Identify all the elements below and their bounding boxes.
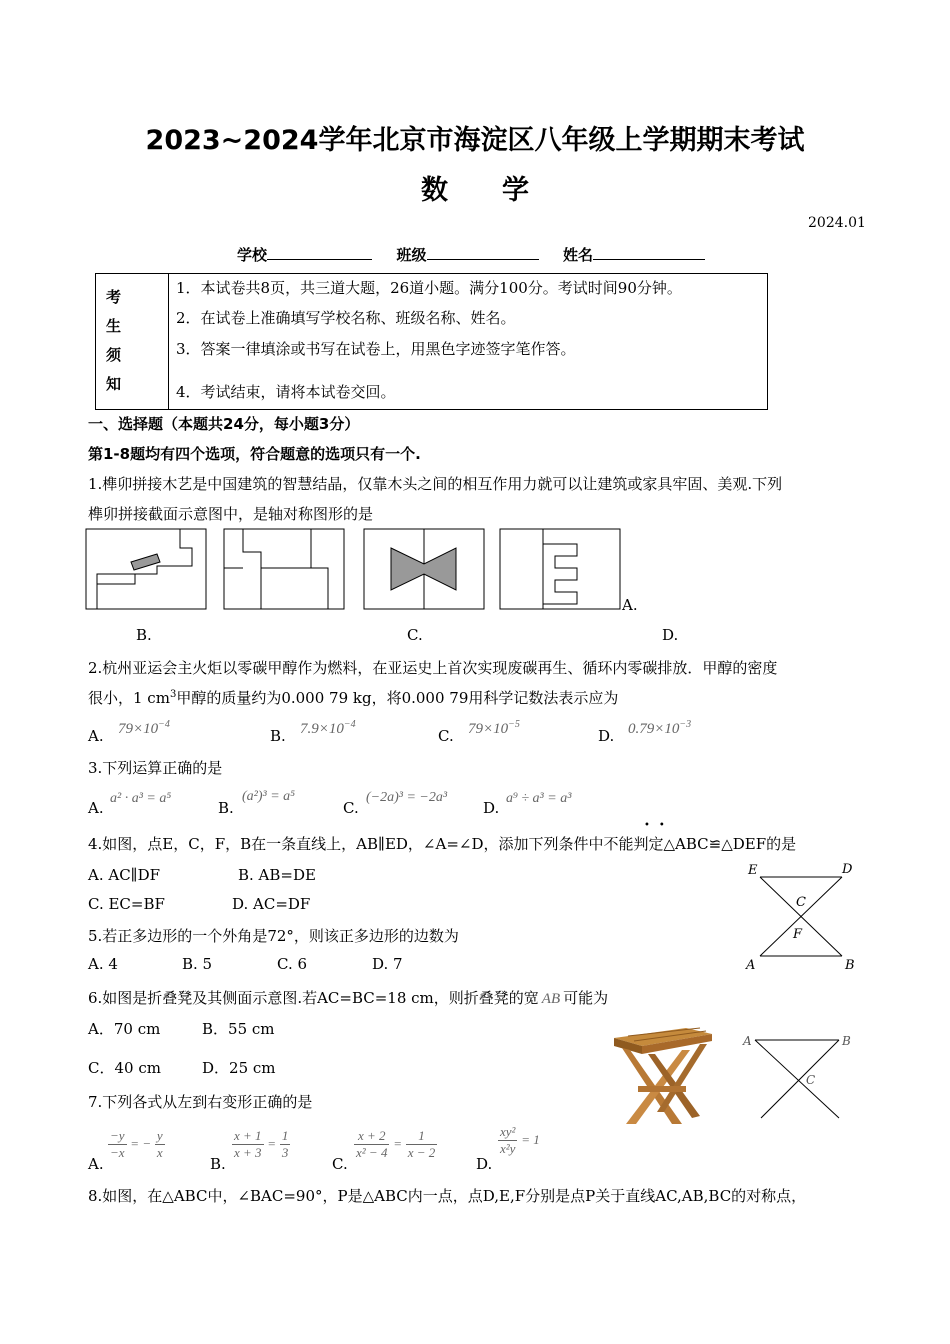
q7-option-d[interactable]: D. (476, 1155, 493, 1173)
q6-text (88, 987, 608, 1008)
q2-option-c[interactable] (438, 727, 454, 745)
option-label: A. (88, 727, 104, 745)
numerator: x + 2 (354, 1128, 389, 1145)
q6-option-b[interactable]: B．55 cm (202, 1020, 275, 1038)
denominator: −x (110, 1145, 125, 1160)
q6-text-part: 6.如图是折叠凳及其侧面示意图.若AC=BC=18 cm，则折叠凳的宽 (88, 989, 539, 1007)
q2-expr-exp: −5 (508, 719, 520, 730)
point-label-c: C (796, 895, 806, 910)
tenon-figure-3 (364, 529, 484, 609)
class-label: 班级 (396, 246, 427, 264)
q1-option-c[interactable]: C. (407, 626, 423, 644)
q3-expr-a: a² · a³ = a⁵ (110, 791, 172, 806)
q6-point-c: C (806, 1073, 816, 1087)
q1-text-2: 榫卯拼接截面示意图中，是轴对称图形的是 (88, 505, 374, 523)
exam-date: 2024.01 (808, 215, 866, 231)
notice-item: 3．答案一律填涂或书写在试卷上，用黑色字迹签字笔作答。 (176, 340, 576, 358)
q7-option-b[interactable]: B. (210, 1155, 226, 1173)
tenon-figure-1 (86, 529, 206, 609)
q1-figures (85, 528, 630, 612)
school-label: 学校 (237, 246, 268, 264)
q2-option-b[interactable] (270, 727, 286, 745)
fraction (354, 1128, 389, 1161)
notice-char: 考 (106, 288, 122, 306)
equals: = − (130, 1135, 152, 1151)
denominator: x + 3 (234, 1145, 262, 1160)
q6-point-b: B (842, 1034, 851, 1048)
q4-option-a[interactable]: A. AC∥DF (88, 866, 161, 884)
subject-title: 数 学 (421, 175, 529, 206)
option-label: D. (598, 727, 615, 745)
q2-text-part: 甲醇的质量约为0.000 79 kg，将0.000 79用科学记数法表示应为 (176, 689, 619, 707)
q7-expr-a (108, 1128, 165, 1161)
q2-expr-exp: −4 (158, 719, 170, 730)
numerator: 1 (406, 1128, 438, 1145)
q3-option-d[interactable]: D. (483, 799, 500, 817)
name-label: 姓名 (562, 246, 593, 264)
fraction (108, 1128, 127, 1161)
exam-title: 2023~2024学年北京市海淀区八年级上学期期末考试 (145, 125, 805, 156)
q2-expr-base: 0.79×10 (628, 721, 680, 737)
q2-superscript: 3 (169, 689, 177, 700)
q4-option-d[interactable]: D. AC=DF (232, 895, 311, 913)
section-instruction: 第1-8题均有四个选项，符合题意的选项只有一个. (88, 445, 421, 463)
q2-text-part: 很小，1 cm (88, 689, 170, 707)
q5-option-a[interactable]: A. 4 (88, 955, 118, 973)
q7-expr-b (232, 1128, 290, 1161)
q3-option-a[interactable]: A. (88, 799, 104, 817)
q2-text-2 (88, 687, 618, 708)
q4-text: 4.如图，点E，C，F，B在一条直线上，AB∥ED，∠A=∠D，添加下列条件中不能判定△ABC≌△DEF的是 (88, 835, 797, 853)
numerator: −y (110, 1128, 125, 1143)
section-heading: 一、选择题（本题共24分，每小题3分） (88, 415, 360, 433)
option-label: B. (270, 727, 286, 745)
q6-option-d[interactable]: D．25 cm (202, 1059, 276, 1077)
fraction (498, 1124, 517, 1157)
q1-option-a[interactable]: A. (622, 596, 638, 614)
fraction (232, 1128, 264, 1161)
q2-expr-c (468, 719, 520, 738)
notice-item: 1．本试卷共8页，共三道大题，26道小题。满分100分。考试时间90分钟。 (176, 279, 682, 297)
q6-option-a[interactable]: A．70 cm (88, 1020, 161, 1038)
numerator: xy² (500, 1124, 516, 1139)
notice-char: 须 (106, 346, 122, 364)
q3-option-c[interactable]: C. (343, 799, 359, 817)
q6-point-a: A (743, 1034, 752, 1048)
point-label-e: E (748, 863, 758, 878)
denominator: x − 2 (407, 1145, 436, 1160)
q6-option-c[interactable]: C．40 cm (88, 1059, 161, 1077)
tenon-figure-4 (500, 529, 620, 609)
q2-expr-base: 79×10 (118, 721, 159, 737)
denominator: x²y (500, 1141, 516, 1156)
fraction (280, 1128, 291, 1161)
equals: = (393, 1135, 402, 1151)
equals: = (267, 1135, 277, 1151)
q6-text-part: 可能为 (563, 989, 609, 1007)
denominator: x² − 4 (356, 1145, 388, 1160)
q5-option-b[interactable]: B. 5 (182, 955, 213, 973)
notice-item: 2．在试卷上准确填写学校名称、班级名称、姓名。 (176, 309, 516, 327)
q1-text: 1.榫卯拼接木艺是中国建筑的智慧结晶，仅靠木头之间的相互作用力就可以让建筑或家具牢固、美观.下列 (88, 475, 783, 493)
option-label: C. (438, 727, 454, 745)
q4-option-c[interactable]: C. EC=BF (88, 895, 165, 913)
numerator: y (156, 1128, 163, 1143)
q2-option-d[interactable] (598, 727, 614, 745)
q3-option-b[interactable]: B. (218, 799, 234, 817)
denominator: 3 (281, 1145, 289, 1160)
q6-ab: AB (541, 991, 561, 1007)
q3-expr-c: (−2a)³ = −2a³ (366, 790, 448, 805)
q2-expr-exp: −4 (343, 719, 356, 730)
notice-box (95, 273, 768, 410)
point-label-a: A (746, 958, 756, 973)
q2-expr-d (628, 719, 691, 738)
q3-expr-b: (a²)³ = a⁵ (242, 789, 296, 804)
q5-text: 5.若正多边形的一个外角是72°，则该正多边形的边数为 (88, 927, 459, 945)
notice-side-label (96, 274, 169, 409)
stool-photo (608, 1024, 718, 1129)
equals: = 1 (521, 1131, 540, 1147)
q7-expr-c (354, 1128, 437, 1161)
fraction (406, 1128, 438, 1161)
q6-figure (745, 1030, 855, 1125)
info-line (237, 244, 705, 265)
notice-char: 知 (106, 375, 122, 393)
notice-item: 4．考试结束，请将本试卷交回。 (176, 383, 396, 401)
q1-option-b[interactable]: B. (136, 626, 152, 644)
numerator: x + 1 (234, 1128, 262, 1143)
denominator: x (156, 1145, 163, 1160)
q2-text: 2.杭州亚运会主火炬以零碳甲醇作为燃料，在亚运史上首次实现废碳再生、循环内零碳排放．甲醇的密度 (88, 659, 778, 677)
point-label-d: D (842, 862, 853, 877)
q2-expr-exp: −3 (679, 719, 692, 730)
q7-option-a[interactable]: A. (88, 1155, 104, 1173)
q7-option-c[interactable]: C. (332, 1155, 348, 1173)
name-field[interactable] (593, 245, 705, 260)
stool-drawing (614, 1028, 712, 1124)
q2-expr-a (118, 719, 170, 738)
point-label-f: F (793, 927, 803, 942)
emphasis-dots: •• (644, 820, 674, 831)
tenon-figure-2 (224, 529, 344, 609)
fraction (155, 1128, 165, 1161)
class-field[interactable] (427, 245, 539, 260)
q4-figure (740, 860, 860, 975)
q2-option-a[interactable] (88, 727, 104, 745)
q8-text: 8.如图，在△ABC中，∠BAC=90°，P是△ABC内一点，点D,E,F分别是点P关于直线AC,AB,BC的对称点， (88, 1187, 807, 1205)
numerator: 1 (281, 1128, 289, 1143)
q7-expr-d (498, 1124, 540, 1157)
q7-text: 7.下列各式从左到右变形正确的是 (88, 1093, 313, 1111)
q2-expr-b (300, 719, 356, 738)
notice-char: 生 (106, 317, 122, 335)
school-field[interactable] (267, 245, 372, 260)
q2-expr-base: 79×10 (468, 721, 509, 737)
q4-option-b[interactable]: B. AB=DE (238, 866, 316, 884)
point-label-b: B (845, 958, 855, 973)
q1-option-d[interactable]: D. (662, 626, 679, 644)
q5-option-d[interactable]: D. 7 (372, 955, 403, 973)
q5-option-c[interactable]: C. 6 (277, 955, 308, 973)
q3-text: 3.下列运算正确的是 (88, 759, 223, 777)
q2-expr-base: 7.9×10 (300, 721, 344, 737)
q3-expr-d: a⁹ ÷ a³ = a³ (506, 791, 572, 806)
